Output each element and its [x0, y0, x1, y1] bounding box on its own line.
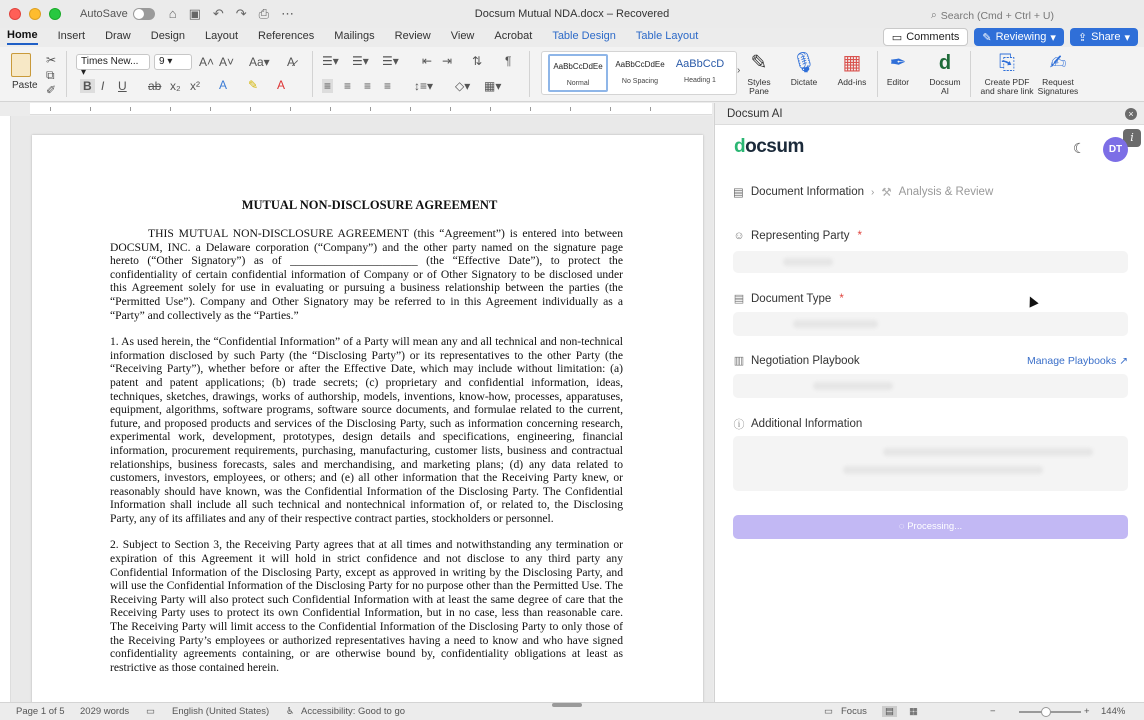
- underline-icon[interactable]: U: [118, 79, 127, 93]
- font-color-icon[interactable]: A: [277, 78, 286, 92]
- negotiation-playbook-field[interactable]: [733, 374, 1128, 398]
- subscript-icon[interactable]: x₂: [170, 79, 181, 93]
- style-name: Normal: [566, 80, 590, 87]
- increase-font-icon[interactable]: A˄: [199, 55, 215, 69]
- step-breadcrumb: [733, 185, 993, 199]
- step-analysis-review[interactable]: Analysis & Review: [898, 186, 994, 198]
- tab-references[interactable]: References: [258, 30, 315, 42]
- avatar[interactable]: DT: [1103, 137, 1128, 162]
- pane-header: [715, 103, 1144, 125]
- document-paragraph-1: 1. As used herein, the “Confidential Information” of a Party will mean any and all technical and non-technical information disclosed by such Party (the “Disclosing Party”) or its representatives to the other Party (the “Receiving Party”), whether before or after the Effective Date, which may include without limitation: (a) patent and patent applications; (b) trade secrets; (c) proprietary and confidential information, ideas, techniques, sketches, drawings, works of authorship, models, inventions, know-how, processes, apparatuses, equipment, algorithms, software programs, software source documents, and formulae related to the current, future, and proposed products and services of the Disclosing Party, such as information concerning research, experimental work, development, prototypes, design details and specifications, engineering, financial information, procurement requirements, purchasing, manufacturing, customer lists, business and contractual relationships, business forecasts, sales and merchandising, and marketing plans; (d) any data related to customers, investors, employees, or others; and (e) all other information that the Receiving Party knew, or reasonably should have known, was the Confidential Information of the Disclosing Party. The Confidential Information shall include all such technical and nontechnical information of, or related to, the Disclosing Party, any of its affiliates and any of their respective contract parties, stockholders or personnel.: [110, 335, 623, 525]
- docsum-ai-pane: [714, 103, 1144, 702]
- field-label-text: Negotiation Playbook: [751, 354, 860, 367]
- drag-handle[interactable]: [552, 703, 582, 707]
- spinner-icon: ◌: [898, 521, 905, 532]
- editor-label: Editor: [886, 77, 910, 87]
- docsum-ai-button[interactable]: [926, 50, 964, 96]
- docsum-logo: [734, 136, 804, 158]
- proofing-icon[interactable]: ▭: [146, 706, 155, 717]
- document-name: Docsum Mutual NDA.docx: [474, 8, 604, 20]
- styles-gallery: [541, 51, 737, 95]
- loading-placeholder: [793, 320, 878, 328]
- processing-label: Processing...: [907, 521, 963, 532]
- zoom-in-icon[interactable]: +: [1084, 706, 1090, 717]
- request-signatures-label: Request Signatures: [1037, 77, 1079, 96]
- playbook-icon: ▥: [733, 355, 745, 367]
- editor-icon: ✒: [889, 52, 907, 74]
- reviewing-label: Reviewing: [995, 31, 1047, 43]
- font-name-select[interactable]: Times New... ▾: [76, 54, 150, 70]
- line-spacing-icon[interactable]: ↕≡▾: [414, 79, 434, 93]
- loading-placeholder: [883, 448, 1093, 456]
- search-placeholder: Search (Cmd + Ctrl + U): [940, 9, 1054, 22]
- style-heading-1[interactable]: [670, 54, 730, 92]
- style-name: No Spacing: [621, 78, 659, 85]
- tab-review[interactable]: Review: [394, 30, 431, 42]
- focus-mode[interactable]: Focus: [841, 706, 867, 717]
- representing-party-field[interactable]: [733, 251, 1128, 273]
- document-heading: MUTUAL NON-DISCLOSURE AGREEMENT: [241, 198, 498, 212]
- tab-home[interactable]: Home: [7, 29, 38, 45]
- paste-label: Paste: [12, 80, 38, 91]
- justify-icon[interactable]: ≡: [384, 79, 392, 93]
- comment-icon: ▭: [891, 31, 903, 44]
- sort-icon[interactable]: ⇅: [472, 54, 483, 68]
- document-paragraph-2: 2. Subject to Section 3, the Receiving Party agrees that at all times and notwithstanding any termination or expiration of this Agreement it will hold in strict confidence and not disclose to any third party any Confidential Information of the Disclosing Party, except as approved in writing by the Disclosing Party, and will use the Confidential Information of the Disclosing Party for no purpose other than the Permitted Use. The Receiving Party will also protect such Confidential Information with at least the same degree of care that the Receiving Party uses to protect its own Confidential Information, but in no case, less than reasonable care. The Receiving Party will limit access to the Confidential Information of the Disclosing Party to only those of the Receiving Party’s employees or authorized representatives having a need to know and who have signed confidentiality agreements containing, or are otherwise bound by, confidentiality obligations at least as restrictive as those contained herein.: [110, 538, 623, 674]
- quick-access-toolbar: [169, 6, 294, 22]
- tab-view[interactable]: View: [450, 30, 475, 42]
- additional-information-label: [733, 416, 862, 432]
- ribbon-home: [0, 47, 1144, 102]
- search-box[interactable]: [931, 9, 1054, 22]
- microphone-icon: 🎙: [791, 52, 817, 74]
- zoom-slider-knob[interactable]: [1041, 707, 1051, 717]
- style-preview: AaBbCcDdEe: [553, 62, 603, 71]
- shading-icon[interactable]: ◇▾: [455, 79, 471, 93]
- dictate-label: Dictate: [790, 77, 818, 87]
- styles-pane-label: Styles Pane: [747, 77, 771, 96]
- accessibility-status[interactable]: Accessibility: Good to go: [301, 706, 406, 717]
- dictate-button[interactable]: [786, 50, 822, 87]
- autosave-control: [80, 8, 155, 20]
- step-document-information[interactable]: Document Information: [750, 186, 865, 198]
- share-label: Share: [1091, 31, 1121, 43]
- pdf-icon: ⎘: [999, 52, 1015, 74]
- word-count[interactable]: 2029 words: [80, 706, 130, 717]
- menu-actions: [883, 28, 1138, 46]
- request-signatures-button[interactable]: [1034, 50, 1082, 96]
- ruler-tick: [530, 107, 531, 111]
- align-center-icon[interactable]: ≡: [344, 79, 352, 93]
- create-pdf-button[interactable]: [978, 50, 1036, 96]
- editor-button[interactable]: [882, 50, 914, 87]
- ruler-tick: [290, 107, 291, 111]
- field-label-text: Document Type: [751, 292, 832, 305]
- bullets-icon[interactable]: ☰▾: [322, 54, 339, 68]
- representing-party-label: [733, 230, 862, 242]
- show-formatting-icon[interactable]: ¶: [505, 54, 512, 68]
- close-icon[interactable]: ×: [1125, 108, 1137, 120]
- superscript-icon[interactable]: x²: [190, 79, 200, 93]
- document-status: Recovered: [616, 8, 670, 20]
- manage-playbooks-link[interactable]: [1027, 355, 1128, 367]
- ruler-tick: [90, 107, 91, 111]
- field-label-text: Additional Information: [751, 418, 863, 430]
- align-right-icon[interactable]: ≡: [364, 79, 372, 93]
- document-paragraph-intro: THIS MUTUAL NON-DISCLOSURE AGREEMENT (this “Agreement”) is entered into between DOCSUM, INC. a Delaware corporation (“Company”) and the other party named on the signature page hereto (“Other Signatory”) as of ______________________ (the “Effective Date”), to protect the confidentiality of certain confidential information of Company or of Other Signatory to be disclosed under this Agreement solely for use in evaluating or pursuing a business relationship between the parties (the “Permitted Use”). Company and Other Signatory may be referred to in this Agreement individually as a “Party” and collectively as the “Parties.”: [110, 227, 623, 322]
- moon-icon[interactable]: ☾: [1073, 140, 1086, 156]
- style-no-spacing[interactable]: [610, 54, 670, 92]
- style-preview: AaBbCcDdEe: [615, 60, 665, 69]
- increase-indent-icon[interactable]: ⇥: [442, 54, 453, 68]
- save-icon[interactable]: ▣: [188, 6, 201, 21]
- zoom-level[interactable]: 144%: [1101, 706, 1126, 717]
- add-ins-icon: ▦: [842, 52, 862, 74]
- language-indicator[interactable]: English (United States): [172, 706, 270, 717]
- horizontal-ruler[interactable]: [30, 103, 712, 115]
- comments-label: Comments: [906, 31, 960, 43]
- zoom-window-button[interactable]: [49, 8, 61, 20]
- change-case-icon[interactable]: Aa▾: [249, 55, 270, 69]
- redo-icon[interactable]: ↷: [235, 6, 247, 21]
- decrease-indent-icon[interactable]: ⇤: [422, 54, 433, 68]
- align-left-icon[interactable]: ≡: [324, 79, 332, 93]
- decrease-font-icon[interactable]: A˅: [219, 55, 235, 69]
- title-separator: –: [606, 8, 613, 20]
- chevron-right-icon: ›: [871, 186, 875, 198]
- add-ins-label: Add-ins: [837, 77, 867, 87]
- format-painter-icon[interactable]: ✐: [46, 83, 57, 97]
- style-preview: AaBbCcD: [675, 58, 725, 70]
- styles-pane-button[interactable]: [744, 50, 774, 96]
- manage-playbooks-text: Manage Playbooks: [1026, 355, 1117, 367]
- pane-title: Docsum AI: [727, 108, 783, 120]
- cut-icon[interactable]: ✂: [46, 53, 57, 67]
- autosave-label: AutoSave: [80, 8, 128, 20]
- ruler-tick: [170, 107, 171, 111]
- add-ins-button[interactable]: [834, 50, 870, 87]
- ruler-tick: [130, 107, 131, 111]
- logo-text: ocsum: [745, 136, 804, 157]
- create-pdf-label: Create PDF and share link: [980, 77, 1034, 96]
- tab-draw[interactable]: Draw: [105, 30, 131, 42]
- clear-formatting-icon[interactable]: A̷: [287, 55, 296, 69]
- divider: [312, 51, 313, 97]
- close-window-button[interactable]: [9, 8, 21, 20]
- ruler-tick: [450, 107, 451, 111]
- divider: [877, 51, 878, 97]
- borders-icon[interactable]: ▦▾: [484, 79, 502, 93]
- font-size-value: 9: [159, 56, 165, 67]
- home-icon[interactable]: ⌂: [168, 6, 177, 21]
- title-bar: [0, 0, 1144, 28]
- tab-insert[interactable]: Insert: [57, 30, 86, 42]
- share-button[interactable]: [1070, 28, 1138, 46]
- zoom-out-icon[interactable]: −: [990, 706, 996, 717]
- negotiation-playbook-label: [733, 354, 860, 367]
- font-name-value: Times New...: [81, 56, 139, 67]
- loading-placeholder: [813, 382, 893, 390]
- autosave-toggle[interactable]: [133, 8, 155, 20]
- search-icon: ⌕: [930, 9, 937, 21]
- tab-mailings[interactable]: Mailings: [334, 30, 375, 42]
- window-controls: [9, 8, 61, 20]
- copy-icon[interactable]: ⧉: [46, 68, 55, 82]
- logo-mark: d: [734, 136, 746, 157]
- processing-button[interactable]: [733, 515, 1128, 539]
- ruler-tick: [410, 107, 411, 111]
- document-type-field[interactable]: [733, 312, 1128, 336]
- chevron-down-icon: ▾: [1050, 31, 1056, 44]
- required-mark: *: [839, 292, 844, 305]
- docsum-icon: d: [938, 52, 952, 74]
- document-type-label: [733, 292, 844, 305]
- strikethrough-icon[interactable]: ab: [148, 79, 162, 93]
- document-icon: ▤: [733, 187, 744, 199]
- loading-placeholder: [783, 258, 833, 266]
- italic-icon[interactable]: I: [101, 79, 105, 93]
- external-link-icon: ↗: [1119, 355, 1128, 367]
- text-effects-icon[interactable]: A: [219, 78, 228, 92]
- comments-button[interactable]: [883, 28, 969, 46]
- document-icon: ▤: [733, 293, 745, 305]
- divider: [66, 51, 67, 97]
- field-label-text: Representing Party: [751, 230, 850, 242]
- ruler-tick: [50, 107, 51, 111]
- divider: [970, 51, 971, 97]
- focus-icon: ▭: [824, 706, 833, 717]
- tab-table-layout[interactable]: Table Layout: [635, 30, 699, 42]
- ruler-tick: [610, 107, 611, 111]
- docsum-ai-label: Docsum AI: [929, 77, 961, 96]
- additional-information-field[interactable]: [733, 436, 1128, 491]
- numbering-icon[interactable]: ☰▾: [352, 54, 369, 68]
- ruler-tick: [650, 107, 651, 111]
- print-layout-icon[interactable]: ▤: [882, 706, 897, 717]
- info-icon[interactable]: i: [1123, 129, 1141, 147]
- ruler-tick: [570, 107, 571, 111]
- analysis-icon: ⚒: [881, 187, 892, 199]
- multilevel-list-icon[interactable]: ☰▾: [382, 54, 399, 68]
- ruler-tick: [490, 107, 491, 111]
- share-icon: ⇪: [1077, 31, 1088, 44]
- chevron-down-icon: ▾: [1124, 31, 1130, 44]
- ribbon-tabs: [0, 28, 1144, 46]
- zoom-slider[interactable]: [1019, 711, 1081, 713]
- tab-acrobat[interactable]: Acrobat: [494, 30, 533, 42]
- vertical-ruler[interactable]: [0, 116, 11, 702]
- paste-icon[interactable]: [11, 53, 31, 77]
- pencil-icon: ✎: [982, 31, 992, 44]
- user-icon: ☺: [733, 230, 745, 242]
- style-name: Heading 1: [684, 77, 716, 84]
- more-icon[interactable]: ⋯: [281, 6, 295, 21]
- divider: [529, 51, 530, 97]
- ruler-tick: [330, 107, 331, 111]
- required-mark: *: [857, 230, 862, 242]
- style-normal[interactable]: [548, 54, 608, 92]
- accessibility-icon: ♿: [286, 706, 295, 717]
- signature-icon: ✍: [1049, 52, 1067, 74]
- bold-icon[interactable]: B: [80, 79, 95, 93]
- chevron-right-icon[interactable]: ›: [737, 65, 741, 76]
- minimize-window-button[interactable]: [29, 8, 41, 20]
- undo-icon[interactable]: ↶: [212, 6, 224, 21]
- loading-placeholder: [843, 466, 1043, 474]
- tab-table-design[interactable]: Table Design: [552, 30, 616, 42]
- tab-design[interactable]: Design: [150, 30, 185, 42]
- info-circle-icon: ⓘ: [733, 419, 745, 431]
- ruler-tick: [210, 107, 211, 111]
- page-count[interactable]: Page 1 of 5: [16, 706, 65, 717]
- tab-layout[interactable]: Layout: [205, 30, 239, 42]
- web-layout-icon[interactable]: ▦: [909, 706, 918, 717]
- document-page[interactable]: [32, 135, 703, 702]
- print-icon[interactable]: ⎙: [258, 6, 270, 21]
- highlight-icon[interactable]: ✎: [248, 78, 259, 92]
- font-size-select[interactable]: 9 ▾: [154, 54, 192, 70]
- styles-pane-icon: ✎: [750, 52, 768, 74]
- reviewing-button[interactable]: [974, 28, 1064, 46]
- ruler-tick: [250, 107, 251, 111]
- ruler-tick: [370, 107, 371, 111]
- document-canvas[interactable]: [0, 116, 713, 702]
